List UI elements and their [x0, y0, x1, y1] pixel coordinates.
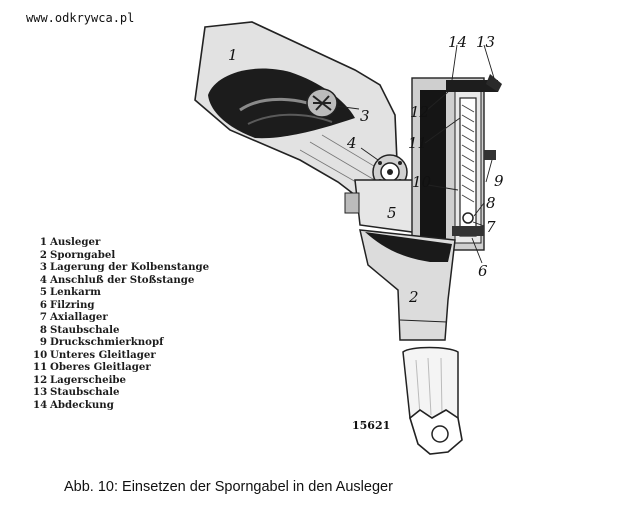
legend-number: 7: [39, 311, 47, 323]
legend-text: Anschluß der Stoßstange: [50, 273, 195, 286]
legend-number: 6: [39, 298, 47, 311]
legend-text: Ausleger: [50, 236, 101, 248]
legend-number: 10: [33, 348, 48, 361]
watermark: www.odkrywca.pl: [26, 11, 135, 25]
callout-10: 10: [412, 173, 432, 191]
legend-number: 13: [33, 386, 48, 398]
legend-number: 8: [39, 323, 47, 336]
legend-text: Staubschale: [50, 386, 120, 398]
legend-number: 9: [39, 336, 47, 348]
legend-text: Sporngabel: [50, 248, 116, 261]
callout-9: 9: [494, 172, 504, 190]
callout-8: 8: [486, 194, 496, 212]
legend-item: [33, 249, 209, 262]
parts-legend: [33, 236, 209, 411]
plate-number: 15621: [352, 419, 391, 432]
callout-3: 3: [360, 107, 370, 125]
legend-number: 4: [39, 273, 47, 286]
legend-text: Druckschmierknopf: [50, 336, 164, 348]
callout-14: 14: [448, 33, 468, 51]
tail-wheel-fork: [360, 230, 455, 340]
piston-rod-bearing: [307, 89, 337, 117]
legend-number: 12: [33, 373, 48, 386]
legend-item: [33, 386, 209, 399]
callout-6: 6: [478, 262, 488, 280]
legend-text: Staubschale: [50, 323, 120, 336]
legend-item: [33, 324, 209, 337]
legend-item: [33, 374, 209, 387]
legend-item: [33, 274, 209, 287]
callout-5: 5: [387, 204, 397, 222]
legend-text: Oberes Gleitlager: [50, 361, 151, 373]
lower-fork-tube: [403, 348, 462, 455]
callout-2: 2: [409, 288, 419, 306]
figure-caption: Abb. 10: Einsetzen der Sporngabel in den Ausleger: [64, 479, 393, 495]
legend-item: [33, 236, 209, 249]
legend-text: Lagerung der Kolbenstange: [50, 261, 210, 273]
legend-text: Unteres Gleitlager: [50, 348, 156, 361]
callout-7: 7: [486, 218, 496, 236]
legend-item: [33, 361, 209, 374]
callout-4: 4: [347, 134, 357, 152]
legend-item: [33, 349, 209, 362]
legend-number: 11: [33, 361, 48, 373]
legend-item: [33, 336, 209, 349]
callout-1: 1: [228, 46, 238, 64]
legend-item: [33, 311, 209, 324]
callout-11: 11: [408, 134, 428, 152]
legend-text: Axiallager: [50, 311, 108, 323]
legend-number: 5: [39, 286, 47, 298]
legend-item: [33, 299, 209, 312]
legend-number: 14: [33, 398, 48, 411]
callout-12: 12: [410, 103, 430, 121]
legend-text: Filzring: [50, 298, 95, 311]
legend-item: [33, 399, 209, 412]
callout-13: 13: [476, 33, 496, 51]
legend-number: 1: [39, 236, 47, 248]
legend-number: 2: [39, 248, 47, 261]
legend-number: 3: [39, 261, 47, 273]
legend-item: [33, 286, 209, 299]
legend-item: [33, 261, 209, 274]
legend-text: Lenkarm: [50, 286, 101, 298]
legend-text: Abdeckung: [50, 398, 114, 411]
legend-text: Lagerscheibe: [50, 373, 127, 386]
